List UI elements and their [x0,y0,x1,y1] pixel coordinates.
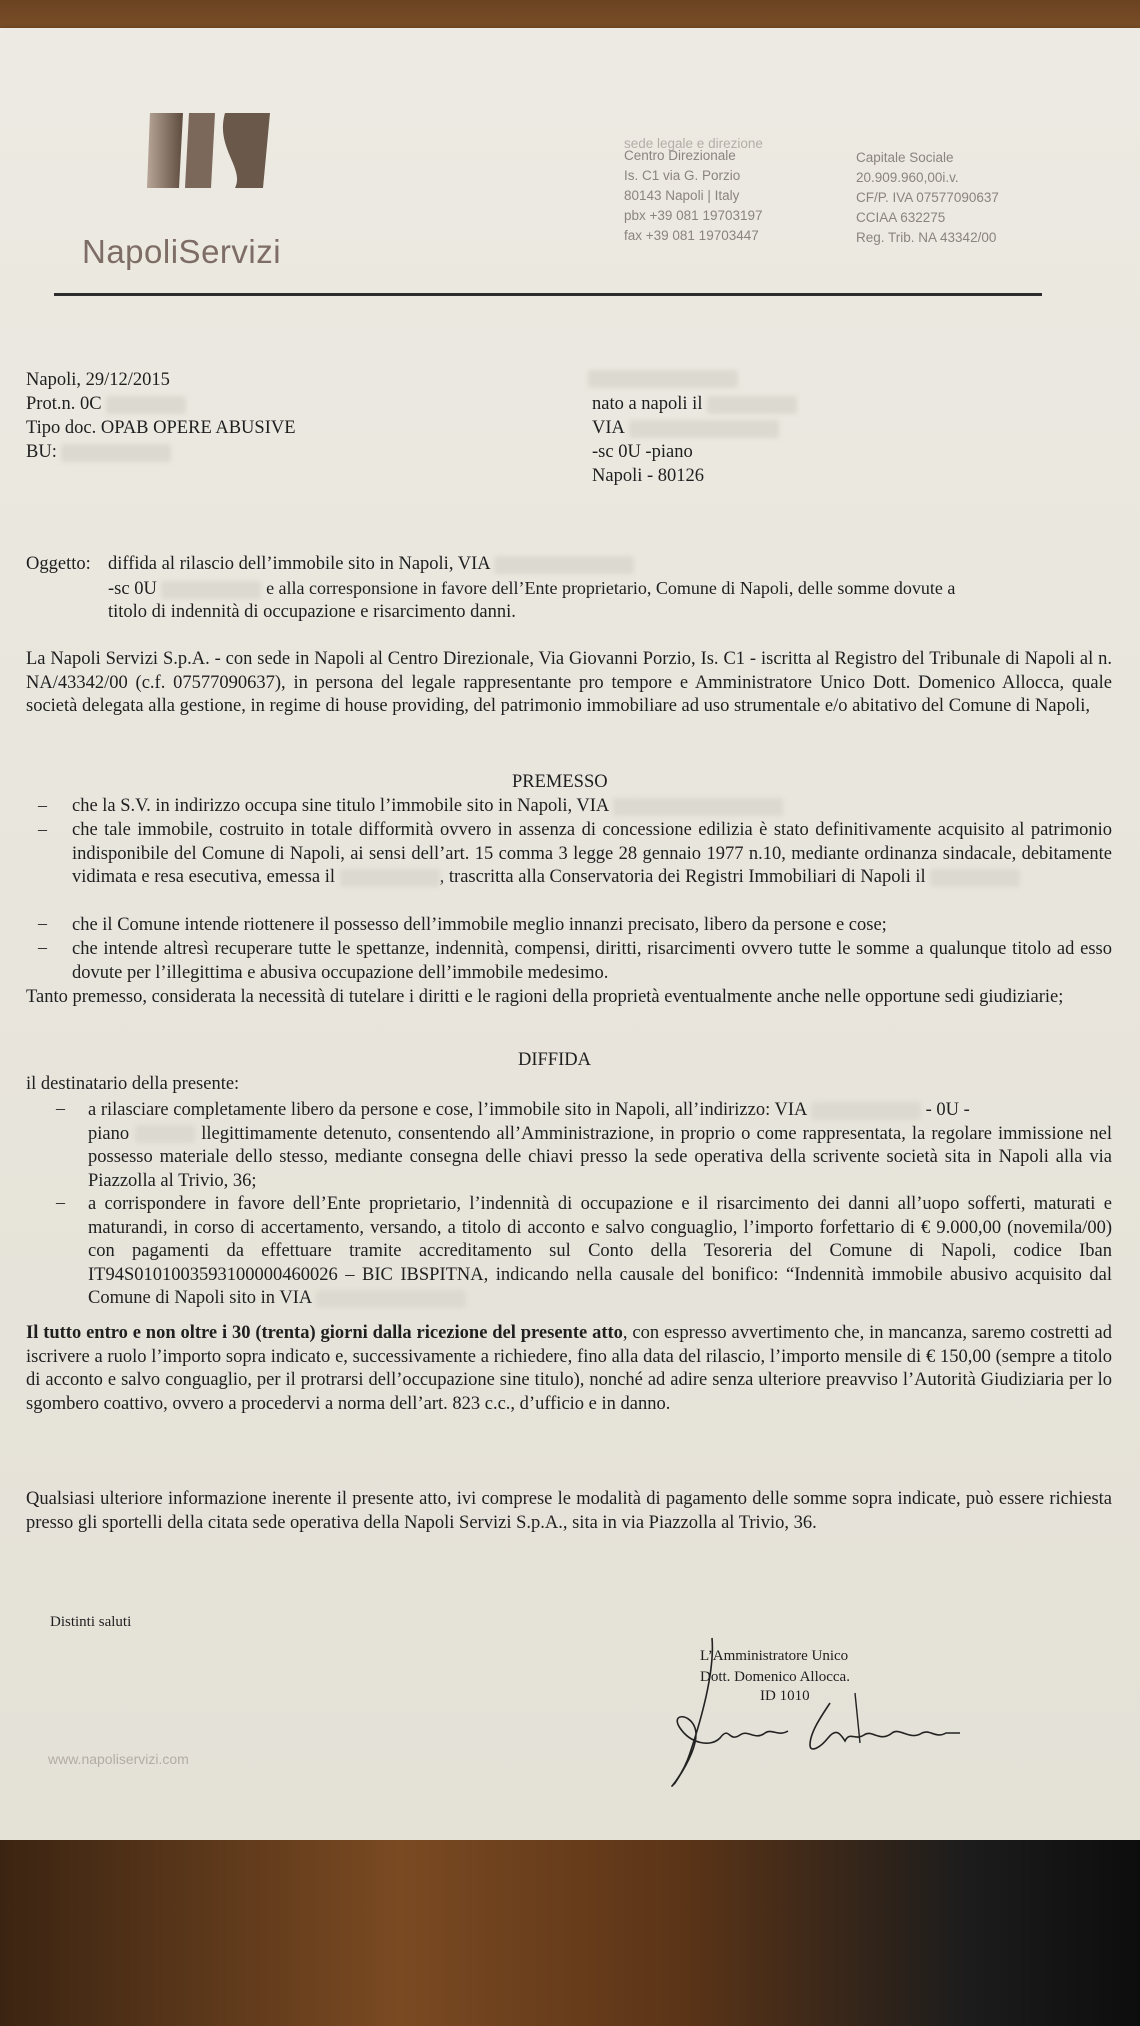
legal-line: Reg. Trib. NA 43342/00 [856,230,997,245]
redacted-block [930,869,1020,887]
header-tagline: sede legale e direzione [624,136,763,151]
website-footer: www.napoliservizi.com [48,1751,189,1767]
premesso-item-1 [72,796,783,817]
premesso-text: , trascritta alla Conservatoria dei Registri Immobiliari di Napoli il [439,867,926,887]
redacted-block [161,581,261,599]
diffida-text: - 0U - [925,1100,970,1120]
subject-line-3: titolo di indennità di occupazione e risarcimento danni. [108,602,516,622]
bullet-dash: – [38,913,47,933]
premesso-text: che la S.V. in indirizzo occupa sine titulo l’immobile sito in Napoli, VIA [72,796,609,816]
recipient-birth: nato a napoli il [592,394,703,414]
premesso-item-4: che intende altresì recuperare tutte le spettanze, indennità, compensi, diritti, risarcimenti ovvero tutte le somme a qualunque titolo ad esso dovute per l’illegittima e abusiva occupazione dell’immobile medesimo. [72,939,1112,983]
subject-text: -sc 0U [108,579,157,599]
redacted-block [340,869,440,887]
legal-line: CF/P. IVA 07577090637 [856,190,999,205]
signature-icon [660,1633,1020,1798]
diffida-heading: DIFFIDA [518,1050,591,1070]
recipient-street: VIA [592,418,624,438]
letter-date: Napoli, 29/12/2015 [26,370,170,390]
recipient-city: Napoli - 80126 [592,466,705,486]
deadline-text: , con espresso avvertimento che, in mancanza, saremo costretti ad iscrivere a ruolo l’importo sopra indicato e, successivamente a richiedere, fino alla data del rilascio, l’importo mensile di € 150,00 (sempre a titolo di acconto e salvo conguaglio, per il protrarsi dell’occupazione sine titulo), nonché ad adire senza ulteriore preavviso l’Autorità Giudiziaria per lo sgombero coattivo, ovvero a procedervi a norma dell’art. 823 c.c., d’ufficio e in danno. [26,1323,1112,1414]
recipient-line [592,418,779,439]
bullet-dash: – [38,795,47,815]
letter-page [0,28,1140,1840]
background-desk-top [0,0,1140,30]
protocol-text: Prot.n. 0C [26,394,102,414]
address-line: 80143 Napoli | Italy [624,188,740,203]
redacted-block [316,1290,466,1308]
subject-line-1 [108,554,634,575]
redacted-block [707,396,797,414]
signatory-id: ID 1010 [760,1688,810,1704]
bullet-dash: – [56,1098,65,1118]
premesso-closing: Tanto premesso, considerata la necessità di tutelare i diritti e le ragioni della proprietà eventualmente anche nelle opportune sedi giudiziarie; [26,987,1064,1007]
redacted-block [629,420,779,438]
header-legal [856,148,999,248]
deadline-bold: Il tutto entro e non oltre i 30 (trenta) giorni dalla ricezione del presente atto [26,1323,623,1343]
header-address [624,146,763,246]
background-desk-bottom [0,1840,1140,2026]
diffida-text: piano [88,1123,130,1144]
diffida-text: a rilasciare completamente libero da persone e cose, l’immobile sito in Napoli, all’indirizzo: VIA [88,1100,807,1120]
address-line: fax +39 081 19703447 [624,228,759,243]
premesso-text: che tale immobile, costruito in totale difformità ovvero in assenza di concessione edilizia è stato definitivamente acquisito al patrimonio indisponibile del Comune di Napoli, ai sensi dell’art. 15 comma 3 legge 28 gennaio 1977 n.10, mediante ordinanza sindacale, debitamente vidimata e resa esecutiva, emessa il [72,820,1112,887]
address-line: Centro Direzionale [624,148,736,163]
recipient-name-redacted [588,370,788,388]
premesso-item-2 [72,819,1112,890]
redacted-block [588,370,738,388]
signatory-role: L’Amministratore Unico [700,1648,849,1664]
napoliservizi-logo-icon [145,108,275,228]
address-line: Is. C1 via G. Porzio [624,168,741,183]
business-unit [26,442,171,463]
redacted-block [106,396,186,414]
intro-paragraph: La Napoli Servizi S.p.A. - con sede in Napoli al Centro Direzionale, Via Giovanni Porzio, Is. C1 - iscritta al Registro del Tribunale di Napoli al n. NA/43342/00 (c.f. 07577090637), in persona del legale rappresentante pro tempore e Amministratore Unico Dott. Domenico Allocca, quale società delegata alla gestione, in regime di house providing, del patrimonio immobiliare ad uso strumentale e/o abitativo del Comune di Napoli, [26,649,1112,716]
header-divider [54,293,1042,296]
premesso-item-3: che il Comune intende riottenere il possesso dell’immobile meglio innanzi precisato, libero da persone e cose; [72,915,887,935]
redacted-block [494,556,634,574]
diffida-text: a corrispondere in favore dell’Ente proprietario, l’indennità di occupazione e il risarcimento dei danni all’uopo sofferti, maturati e maturandi, in corso di accertamento, versando, a titolo di acconto e salvo conguaglio, l’importo forfettario di € 9.000,00 (novemila/00) con pagamenti da effettuare tramite accreditamento sul Conto della Tesoreria del Comune di Napoli, codice Iban IT94S0101003593100000460026 – BIC IBSPITNA, indicando nella causale del bonifico: “Indennità immobile abusivo acquisito dal Comune di Napoli sito in VIA [88,1194,1112,1308]
legal-line: 20.909.960,00i.v. [856,170,959,185]
diffida-text: llegittimamente detenuto, consentendo all’Amministrazione, in proprio o come rappresentata, la regolare immissione nel possesso materiale dello stesso, mediante consegna delle chiavi presso la sede operativa della scrivente società sita in Napoli alla via Piazzolla al Trivio, 36; [88,1123,1113,1191]
subject-line-2 [108,578,1108,600]
subject-text: e alla corresponsione in favore dell’Ente proprietario, Comune di Napoli, delle somme dovute a [266,578,956,598]
redacted-block [61,444,171,462]
diffida-item-1 [88,1099,1112,1193]
diffida-addressee: il destinatario della presente: [26,1074,240,1094]
recipient-line [592,394,797,415]
redacted-block [811,1102,921,1120]
deadline-paragraph [26,1322,1112,1416]
bullet-dash: – [56,1192,65,1212]
legal-line: CCIAA 632275 [856,210,946,225]
legal-line: Capitale Sociale [856,150,954,165]
company-name: NapoliServizi [82,233,282,270]
redacted-block [613,798,783,816]
subject-text: diffida al rilascio dell’immobile sito in Napoli, VIA [108,554,490,574]
premesso-heading: PREMESSO [512,772,608,792]
address-line: pbx +39 081 19703197 [624,208,763,223]
info-paragraph: Qualsiasi ulteriore informazione inerente il presente atto, ivi comprese le modalità di pagamento delle somme sopra indicate, può essere richiesta presso gli sportelli della citata sede operativa della Napoli Servizi S.p.A., sita in via Piazzolla al Trivio, 36. [26,1489,1112,1533]
signatory-name: Dott. Domenico Allocca. [700,1669,850,1685]
doc-type: Tipo doc. OPAB OPERE ABUSIVE [26,418,296,438]
bullet-dash: – [38,937,47,957]
subject-label: Oggetto: [26,554,91,574]
recipient-line: -sc 0U -piano [592,442,693,462]
redacted-block [135,1125,195,1143]
protocol-number [26,394,186,415]
bullet-dash: – [38,819,47,839]
diffida-item-2 [88,1193,1112,1311]
bu-label: BU: [26,442,57,462]
closing-greeting: Distinti saluti [50,1614,132,1630]
